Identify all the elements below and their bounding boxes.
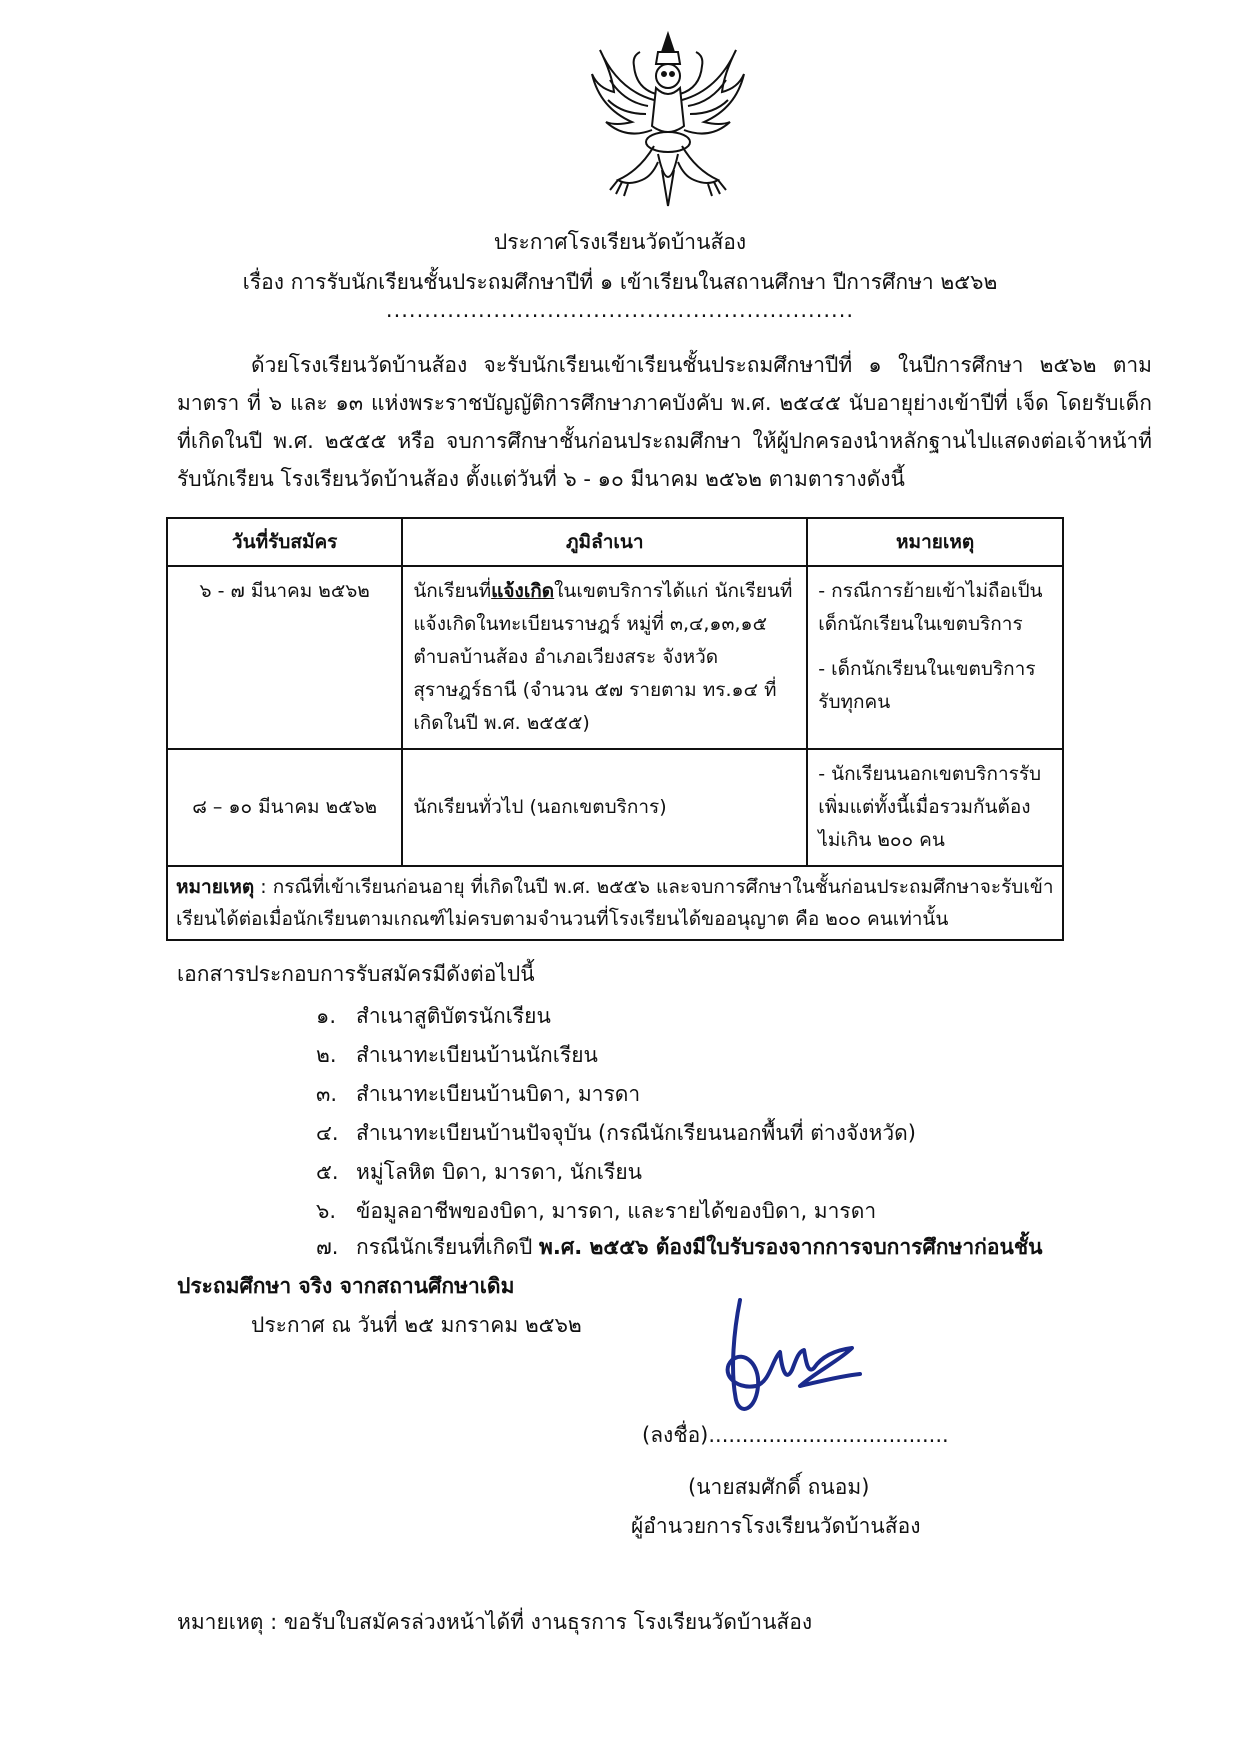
title-separator: ............................................................. xyxy=(385,298,855,322)
intro-text: ด้วยโรงเรียนวัดบ้านส้อง จะรับนักเรียนเข้าเรียนชั้นประถมศึกษาปีที่ ๑ ในปีการศึกษา ๒๕๖๒ ตามมาตรา ที่ ๖ และ ๑๓ แห่งพระราชบัญญัติการศึกษาภาคบังคับ พ.ศ. ๒๕๔๕ นับอายุย่างเข้าปีที่ เจ็ด โดยรับเด็กที่เกิดในปี พ.ศ. ๒๕๕๕ หรือ จบการศึกษาชั้นก่อนประถมศึกษา ให้ผู้ปกครองนำหลักฐานไปแสดงต่อเจ้าหน้าที่รับนักเรียน โรงเรียนวัดบ้านส้อง ตั้งแต่วันที่ ๖ - ๑๐ มีนาคม ๒๕๖๒ ตามตารางดังนี้ xyxy=(177,353,1152,491)
signature-image xyxy=(700,1290,870,1420)
table-footnote-label: หมายเหตุ xyxy=(176,876,255,898)
announcement-subject: เรื่อง การรับนักเรียนชั้นประถมศึกษาปีที่ ๑ เข้าเรียนในสถานศึกษา ปีการศึกษา ๒๕๖๒ xyxy=(242,270,998,294)
row1-domicile xyxy=(402,566,807,749)
signature-line: (ลงชื่อ).................................... xyxy=(642,1423,949,1447)
list-item xyxy=(316,1114,916,1153)
item-text: สำเนาสูติบัตรนักเรียน xyxy=(356,1004,551,1028)
garuda-emblem-icon xyxy=(588,30,748,220)
item7-text: กรณีนักเรียนที่เกิดปี xyxy=(356,1235,540,1259)
item-text: สำเนาทะเบียนบ้านบิดา, มารดา xyxy=(356,1082,641,1106)
list-item xyxy=(316,1192,916,1231)
row1-note-1: - กรณีการย้ายเข้าไม่ถือเป็นเด็กนักเรียนในเขตบริการ xyxy=(818,580,1043,635)
announcement-title: ประกาศโรงเรียนวัดบ้านส้อง xyxy=(493,230,747,254)
list-item xyxy=(316,1075,916,1114)
item-text: หมู่โลหิต บิดา, มารดา, นักเรียน xyxy=(356,1160,642,1184)
signer-position: ผู้อำนวยการโรงเรียนวัดบ้านส้อง xyxy=(631,1514,921,1538)
row2-domicile: นักเรียนทั่วไป (นอกเขตบริการ) xyxy=(402,749,807,866)
list-item xyxy=(316,997,916,1036)
item-number: ๕. xyxy=(316,1160,339,1184)
item-text: ข้อมูลอาชีพของบิดา, มารดา, และรายได้ของบิดา, มารดา xyxy=(356,1199,877,1223)
admission-table xyxy=(166,517,1064,941)
column-header-domicile: ภูมิลำเนา xyxy=(402,518,807,566)
table-footnote-text: : กรณีที่เข้าเรียนก่อนอายุ ที่เกิดในปี พ.ศ. ๒๕๕๖ และจบการศึกษาในชั้นก่อนประถมศึกษาจะรับเข้าเรียนได้ต่อเมื่อนักเรียนตามเกณฑ์ไม่ครบตามจำนวนที่โรงเรียนได้ขออนุญาต คือ ๒๐๐ คนเท่านั้น xyxy=(176,876,1054,930)
column-header-date: วันที่รับสมัคร xyxy=(167,518,402,566)
item-number: ๒. xyxy=(316,1043,337,1067)
item-number: ๖. xyxy=(316,1199,337,1223)
announcement-date: ประกาศ ณ วันที่ ๒๕ มกราคม ๒๕๖๒ xyxy=(251,1313,582,1337)
row1-domicile-post: ในเขตบริการได้แก่ นักเรียนที่แจ้งเกิดในทะเบียนราษฎร์ หมู่ที่ ๓,๔,๑๓,๑๕ ตำบลบ้านส้อง อำเภอเวียงสระ จังหวัดสุราษฎร์ธานี (จำนวน ๕๗ รายตาม ทร.๑๔ ที่เกิดในปี พ.ศ. ๒๕๕๕) xyxy=(413,580,793,734)
item-text: สำเนาทะเบียนบ้านนักเรียน xyxy=(356,1043,598,1067)
table-header-row xyxy=(167,518,1063,566)
table-footer-row xyxy=(167,866,1063,940)
table-footnote xyxy=(167,866,1063,940)
page-footnote: หมายเหตุ : ขอรับใบสมัครล่วงหน้าได้ที่ งานธุรการ โรงเรียนวัดบ้านส้อง xyxy=(177,1610,813,1634)
row1-domicile-emphasis: แจ้งเกิด xyxy=(491,580,555,602)
table-row xyxy=(167,566,1063,749)
row2-note: - นักเรียนนอกเขตบริการรับเพิ่มแต่ทั้งนี้เมื่อรวมกันต้องไม่เกิน ๒๐๐ คน xyxy=(807,749,1063,866)
row1-date: ๖ - ๗ มีนาคม ๒๕๖๒ xyxy=(167,566,402,749)
table-row xyxy=(167,749,1063,866)
list-item xyxy=(316,1036,916,1075)
item7-continuation: ประถมศึกษา จริง จากสถานศึกษาเดิม xyxy=(177,1274,515,1298)
list-item-7 xyxy=(316,1228,1152,1267)
list-item xyxy=(316,1153,916,1192)
intro-paragraph xyxy=(177,346,1152,498)
item-number: ๗. xyxy=(316,1235,339,1259)
row1-note-2: - เด็กนักเรียนในเขตบริการรับทุกคน xyxy=(818,658,1036,713)
row1-domicile-pre: นักเรียนที่ xyxy=(413,580,492,602)
row1-notes xyxy=(807,566,1063,749)
column-header-note: หมายเหตุ xyxy=(807,518,1063,566)
signer-name: (นายสมศักดิ์ ถนอม) xyxy=(688,1475,870,1499)
item-number: ๑. xyxy=(316,1004,337,1028)
row2-date: ๘ – ๑๐ มีนาคม ๒๕๖๒ xyxy=(167,749,402,866)
item-number: ๓. xyxy=(316,1082,338,1106)
item-text: สำเนาทะเบียนบ้านปัจจุบัน (กรณีนักเรียนนอกพื้นที่ ต่างจังหวัด) xyxy=(356,1121,916,1145)
item-number: ๔. xyxy=(316,1121,339,1145)
item7-bold-text: พ.ศ. ๒๕๕๖ ต้องมีใบรับรองจากการจบการศึกษาก่อนชั้น xyxy=(539,1235,1043,1259)
documents-list xyxy=(316,997,916,1231)
documents-title: เอกสารประกอบการรับสมัครมีดังต่อไปนี้ xyxy=(177,962,535,986)
